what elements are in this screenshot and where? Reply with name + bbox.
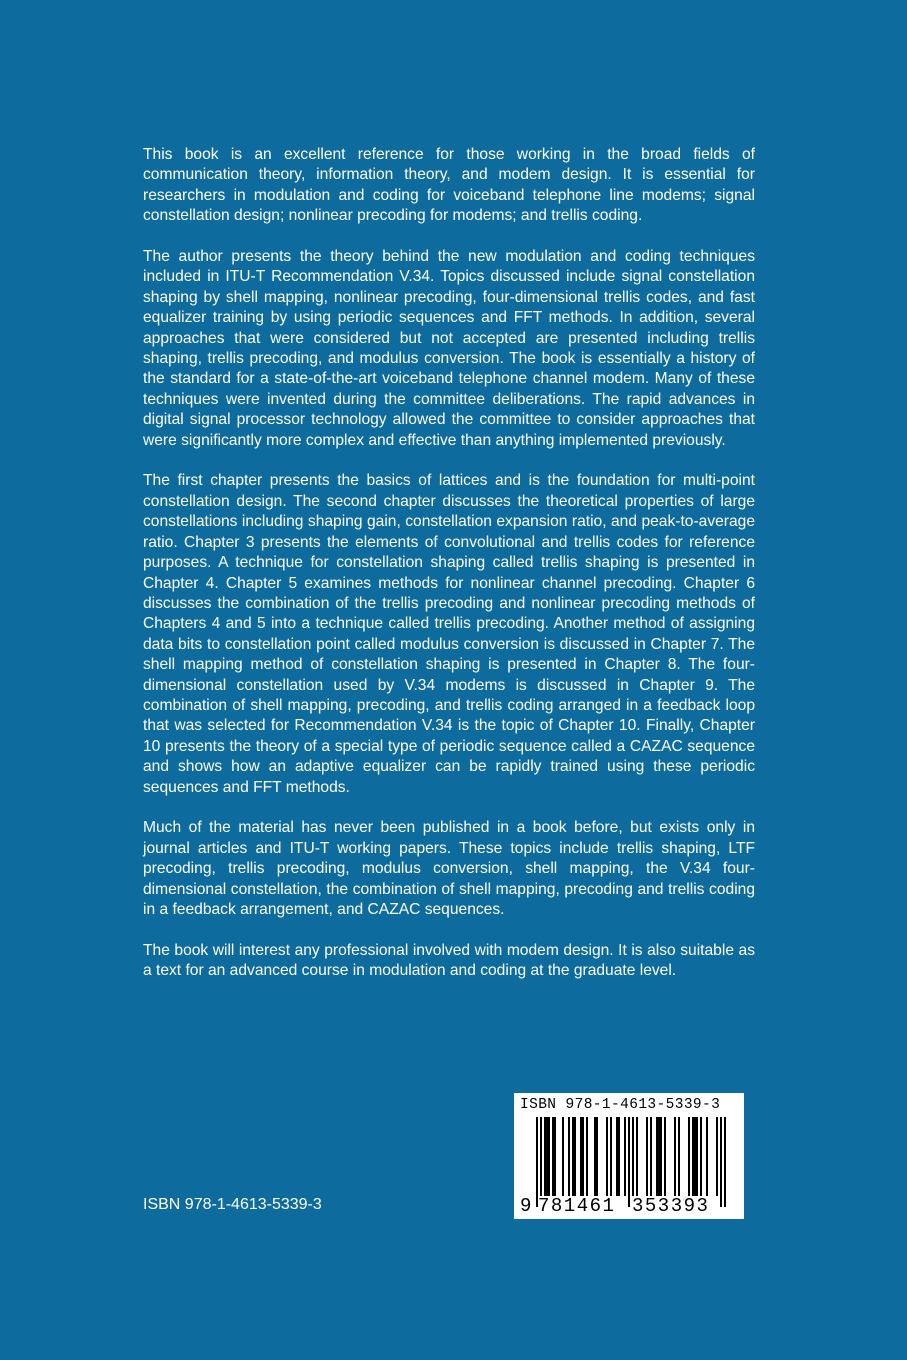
barcode-bar — [572, 1117, 576, 1196]
barcode-bar — [716, 1117, 718, 1196]
barcode-bar — [580, 1117, 584, 1196]
isbn-barcode — [514, 1093, 744, 1219]
barcode-bar — [674, 1117, 676, 1196]
barcode-bar — [616, 1117, 620, 1196]
barcode-left-digits: 781461 — [538, 1195, 616, 1217]
blurb-text — [143, 145, 755, 1002]
blurb-paragraph-1: This book is an excellent reference for those working in the broad fields of communication theory, information theory, and modem design. It is essential for researchers in modulation and coding for voiceband telephone line modems; signal constellation design; nonlinear precoding for modems; and trellis coding. — [143, 146, 755, 225]
barcode-bar — [706, 1117, 708, 1196]
barcode-bar — [700, 1117, 702, 1196]
barcode-bar — [544, 1117, 550, 1196]
barcode-bar — [552, 1117, 556, 1196]
barcode-bar — [632, 1117, 634, 1207]
barcode-bar — [650, 1117, 652, 1196]
barcode-bar — [624, 1117, 626, 1196]
isbn-label: ISBN 978-1-4613-5339-3 — [143, 1196, 322, 1213]
barcode-bar — [562, 1117, 564, 1196]
barcode-bar — [692, 1117, 698, 1196]
barcode-bar — [678, 1117, 680, 1196]
barcode-bar — [540, 1117, 542, 1207]
barcode-bar — [664, 1117, 666, 1196]
blurb-paragraph-4: Much of the material has never been published in a book before, but exists only in journal articles and ITU-T working papers. These topics include trellis shaping, LTF precoding, trellis precoding, modulus conversion, shell mapping, the V.34 four-dimensional constellation, the combination of shell mapping, precoding and trellis coding in a feedback arrangement, and CAZAC sequences. — [143, 819, 755, 918]
barcode-bar — [646, 1117, 648, 1196]
barcode-isbn-label: ISBN 978-1-4613-5339-3 — [520, 1097, 721, 1113]
barcode-bar — [688, 1117, 690, 1196]
blurb-paragraph-3: The first chapter presents the basics of lattices and is the foundation for multi-point constellation design. The second chapter discusses the theoretical properties of large constellations including shaping gain, constellation expansion ratio, and peak-to-average ratio. Chapter 3 presents the elements of convolutional and trellis codes for reference purposes. A technique for constellation shaping called trellis shaping is presented in Chapter 4. Chapter 5 examines methods for nonlinear channel precoding. Chapter 6 discusses the combination of the trellis precoding and nonlinear precoding methods of Chapters 4 and 5 into a technique called trellis precoding. Another method of assigning data bits to constellation point called modulus conversion is discussed in Chapter 7. The shell mapping method of constellation shaping is presented in Chapter 8. The four-dimensional constellation used by V.34 modems is discussed in Chapter 9. The combination of shell mapping, precoding, and trellis coding arranged in a feedback loop that was selected for Recommendation V.34 is the topic of Chapter 10. Finally, Chapter 10 presents the theory of a special type of periodic sequence called a CAZAC sequence and shows how an adaptive equalizer can be rapidly trained using these periodic sequences and FFT methods. — [143, 472, 755, 796]
barcode-bar — [656, 1117, 662, 1196]
barcode-right-digits: 353393 — [632, 1195, 710, 1217]
barcode-bar — [720, 1117, 722, 1207]
barcode-bar — [536, 1117, 538, 1207]
barcode-bar — [628, 1117, 630, 1207]
barcode-bar — [594, 1117, 598, 1196]
barcode-bar — [586, 1117, 588, 1196]
blurb-paragraph-2: The author presents the theory behind the new modulation and coding techniques included in ITU-T Recommendation V.34. Topics discussed include signal constellation shaping by shell mapping, nonlinear precoding, four-dimensional trellis codes, and fast equalizer training by using periodic sequences and FFT methods. In addition, several approaches that were considered but not accepted are presented including trellis shaping, trellis precoding, and modulus conversion. The book is essentially a history of the standard for a state-of-the-art voiceband telephone channel modem. Many of these techniques were invented during the committee deliberations. The rapid advances in digital signal processor technology allowed the committee to consider approaches that were significantly more complex and effective than anything implemented previously. — [143, 248, 755, 449]
barcode-bar — [568, 1117, 570, 1196]
barcode-bar — [724, 1117, 726, 1207]
blurb-paragraph-5: The book will interest any professional involved with modem design. It is also suitable as a text for an advanced course in modulation and coding at the graduate level. — [143, 941, 755, 980]
barcode-first-digit: 9 — [520, 1195, 532, 1217]
barcode-bar — [636, 1117, 638, 1196]
barcode-bar — [606, 1117, 608, 1196]
barcode-bar — [610, 1117, 612, 1196]
